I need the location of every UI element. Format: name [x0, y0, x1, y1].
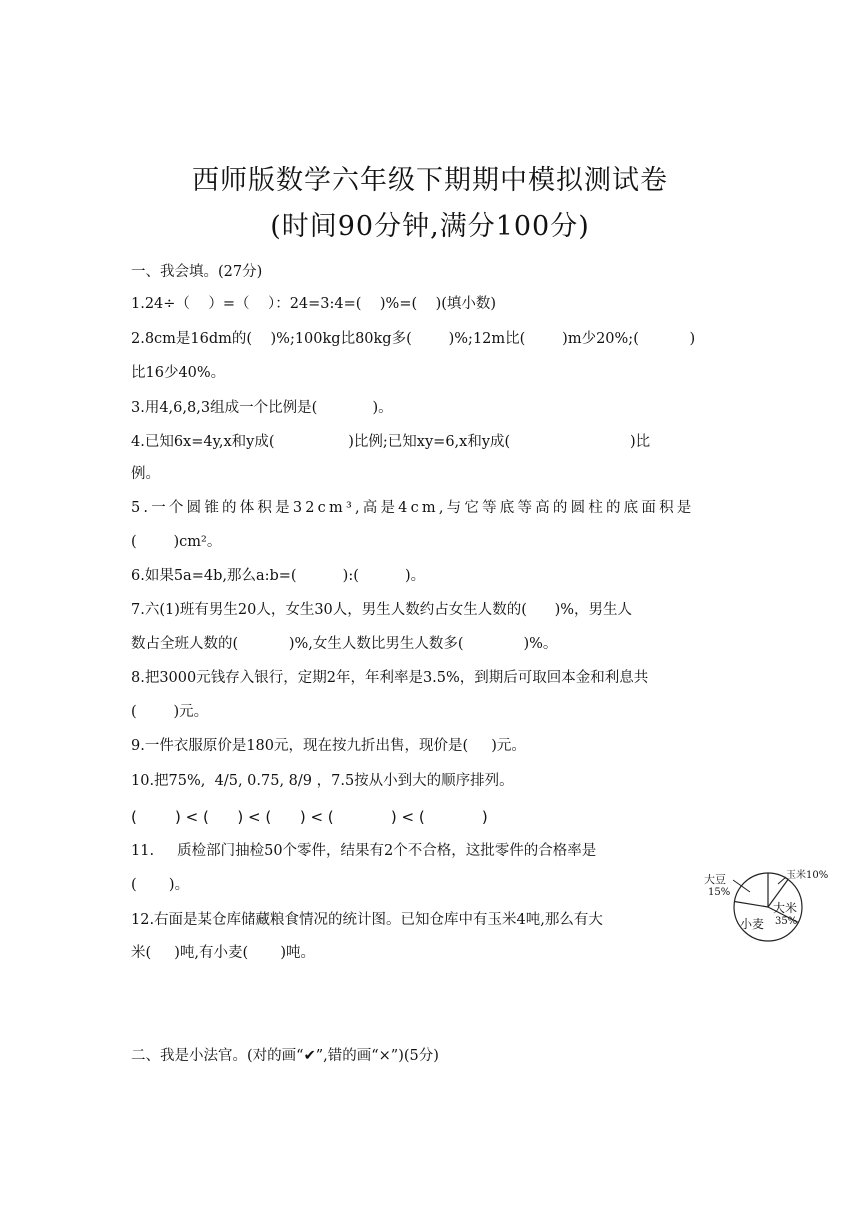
pie-leader-line-soybean: [733, 880, 750, 892]
question-7-line-2: 数占全班人数的( )%,女生人数比男生人数多( )%。: [131, 636, 558, 652]
question-7-line-1: 7.六(1)班有男生20人，女生30人，男生人数约占女生人数的( )%，男生人: [131, 602, 633, 618]
question-4-line-2: 例。: [131, 466, 160, 482]
section-2-heading: 二、我是小法官。(对的画“✔”,错的画“×”)(5分): [131, 1048, 439, 1064]
question-8-line-1: 8.把3000元钱存入银行，定期2年，年利率是3.5%，到期后可取回本金和利息共: [131, 670, 649, 686]
question-10-order: ( ) < ( ) < ( ) < ( ) < ( ): [131, 808, 488, 826]
question-10: 10.把75%, 4/5, 0.75, 8/9 ，7.5按从小到大的顺序排列。: [131, 773, 514, 789]
question-2-line-2: 比16少40%。: [131, 365, 226, 381]
question-12-line-1: 12.右面是某仓库储藏粮食情况的统计图。已知仓库中有玉米4吨,那么有大: [131, 912, 603, 928]
exam-title: 西师版数学六年级下期期中模拟测试卷: [192, 165, 668, 196]
question-6: 6.如果5a=4b,那么a:b=( ):( )。: [131, 568, 426, 584]
pie-label-wheat: 小麦: [740, 917, 765, 931]
exam-subtitle: (时间90分钟,满分100分): [270, 211, 590, 242]
section-1-heading: 一、我会填。(27分): [131, 264, 263, 280]
pie-label-rice: 大米: [773, 901, 798, 915]
question-12-line-2: 米( )吨,有小麦( )吨。: [131, 945, 316, 961]
question-11-line-1: 11. 质检部门抽检50个零件，结果有2个不合格，这批零件的合格率是: [131, 843, 597, 859]
question-8-line-2: ( )元。: [131, 704, 209, 720]
pie-value-rice: 35%: [775, 916, 798, 927]
pie-value-soybean: 15%: [708, 887, 731, 898]
question-5-line-2: ( )cm²。: [131, 534, 222, 550]
pie-label-soybean: 大豆: [704, 873, 726, 886]
pie-divider-3: [734, 902, 768, 908]
question-5-line-1: 5.一个圆锥的体积是32cm³,高是4cm,与它等底等高的圆柱的底面积是: [131, 500, 695, 516]
grain-pie-chart: [700, 860, 840, 950]
question-11-line-2: ( )。: [131, 877, 190, 893]
pie-label-corn: 玉米10%: [786, 870, 829, 881]
question-3: 3.用4,6,8,3组成一个比例是( )。: [131, 400, 393, 416]
question-1: 1.24÷（ ）=（ ）：24=3:4=( )%=( )(填小数): [131, 296, 497, 312]
question-9: 9.一件衣服原价是180元，现在按九折出售，现价是( )元。: [131, 738, 526, 754]
question-4-line-1: 4.已知6x=4y,x和y成( )比例;已知xy=6,x和y成( )比: [131, 434, 651, 450]
question-2-line-1: 2.8cm是16dm的( )%;100kg比80kg多( )%;12m比( )m少20%;( ): [131, 331, 696, 347]
